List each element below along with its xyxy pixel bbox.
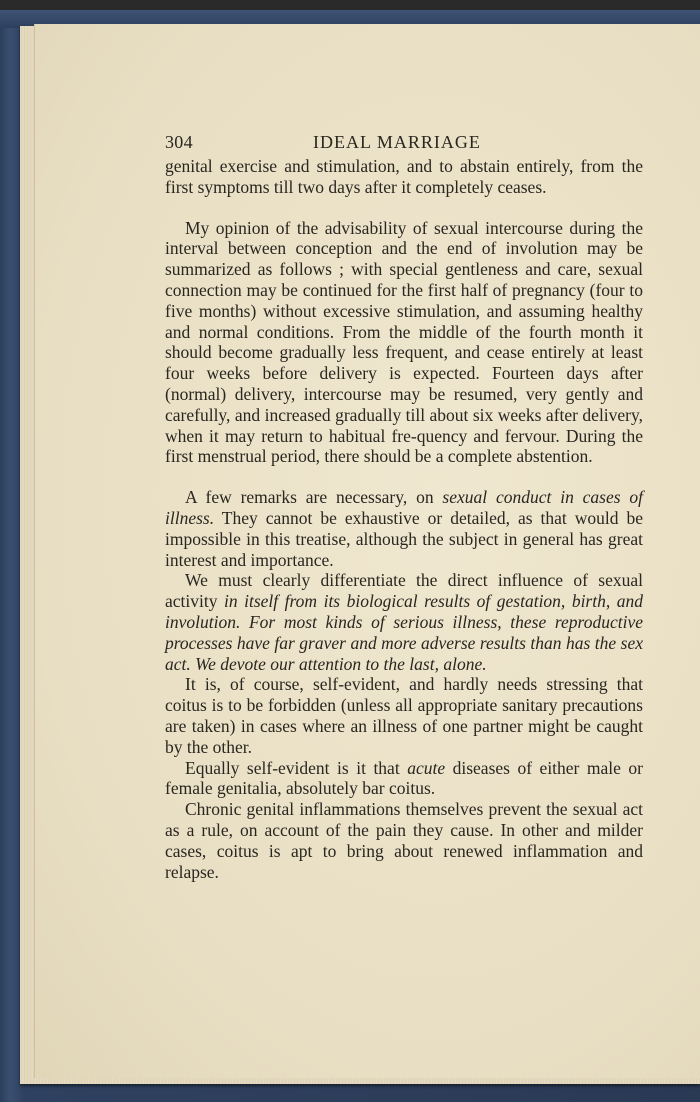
paragraph-p2 xyxy=(165,487,643,570)
page-text-block xyxy=(165,132,643,882)
paragraph-p1: My opinion of the advisability of sexual intercourse during the interval between conception and the end of involution may be summarized as follows ; with special gentleness and care, sexual connection may be continued for the first half of pregnancy (four to five months) without excessive stimulation, and assuming healthy and normal conditions. From the middle of the fourth month it should become gradually less frequent, and cease entirely at least four weeks before delivery is expected. Fourteen days after (normal) delivery, intercourse may be resumed, very gently and carefully, and increased gradually till about six weeks after delivery, when it may return to habitual fre-quency and fervour. During the first menstrual period, there should be a complete abstention. xyxy=(165,217,643,467)
paragraph-p3 xyxy=(165,570,643,674)
paragraph-p4: It is, of course, self-evident, and hardly needs stressing that coitus is to be forbidden (unless all appropriate sanitary precautions are taken) in cases where an illness of one partner might be caught by the other. xyxy=(165,674,643,757)
paragraph-gap xyxy=(165,198,643,218)
italic-run: sexual conduct in cases of illness. xyxy=(165,487,644,528)
text-run: Equally self-evident is it that xyxy=(185,757,408,778)
paragraph-p5 xyxy=(165,758,643,800)
running-title: IDEAL MARRIAGE xyxy=(313,132,481,152)
book-page xyxy=(34,24,700,1078)
text-run: They cannot be exhaustive or detailed, as that would be impossible in this treatise, although the subject in general has great interest and importance. xyxy=(165,507,643,570)
text-run: diseases of either male or female genitalia, absolutely bar coitus. xyxy=(165,757,643,799)
paragraph-p0: genital exercise and stimulation, and to abstain entirely, from the first symptoms till two days after it completely ceases. xyxy=(165,156,643,197)
page-header xyxy=(165,132,643,156)
text-run: A few remarks are necessary, on xyxy=(185,487,443,508)
page-number: 304 xyxy=(165,132,193,152)
italic-run: acute xyxy=(407,757,446,778)
paragraph-gap xyxy=(165,467,643,487)
paragraph-p6: Chronic genital inflammations themselves prevent the sexual act as a rule, on account of the pain they cause. In other and milder cases, coitus is apt to bring about renewed inflammation and relapse. xyxy=(165,799,643,882)
body-text xyxy=(165,156,643,882)
italic-run: in itself from its biological results of gestation, birth, and involution. For most kinds of serious illness, these reproductive processes have far graver and more adverse results than has the sex act. We devote our attention to the last, alone. xyxy=(165,591,643,674)
text-run: We must clearly differentiate the direct influence of sexual activity xyxy=(165,570,643,612)
